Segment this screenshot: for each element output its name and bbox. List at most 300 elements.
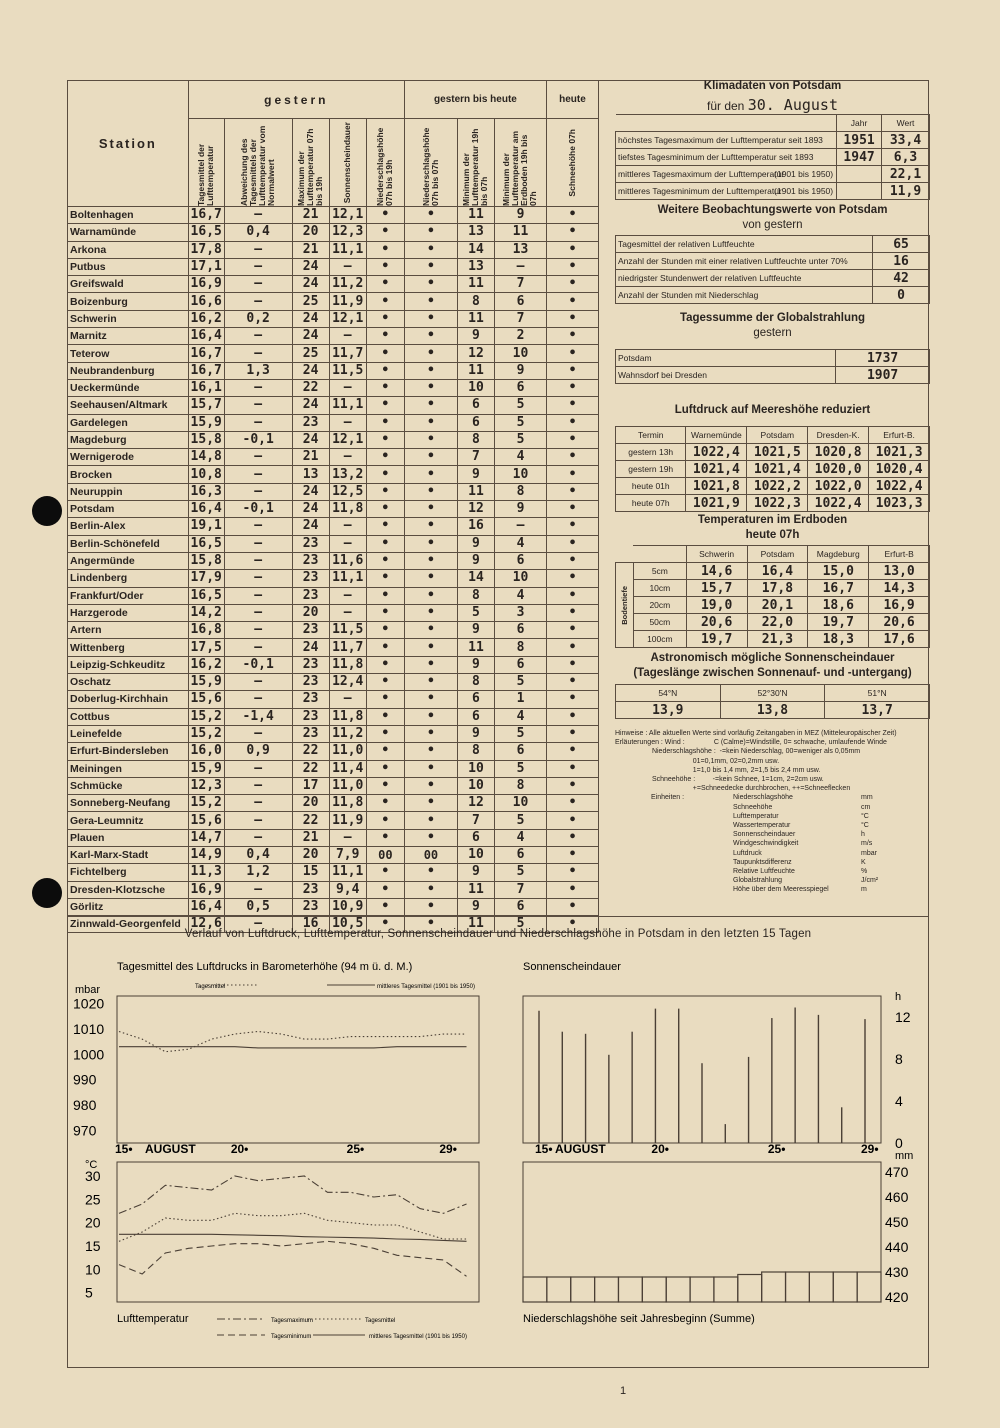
luftdruck-value: 1021,9 [686, 495, 747, 512]
station-value: 0,9 [224, 743, 292, 760]
station-value: 4 [495, 535, 547, 552]
station-value: 14,8 [188, 449, 224, 466]
luftdruck-header: Potsdam [747, 427, 808, 444]
station-row [68, 328, 599, 345]
station-name: Leipzig-Schkeuditz [68, 656, 189, 673]
station-value: 16,5 [188, 587, 224, 604]
station-value: — [224, 812, 292, 829]
station-value: 6 [457, 397, 494, 414]
station-row [68, 795, 599, 812]
column-header [404, 119, 457, 207]
precip-bar [714, 1277, 738, 1302]
station-name: Arkona [68, 241, 189, 258]
pressure-xtick: 15• [115, 1142, 133, 1156]
station-value: 15,9 [188, 414, 224, 431]
station-value: 11,4 [329, 760, 366, 777]
station-name: Putbus [68, 258, 189, 275]
station-value: • [366, 795, 404, 812]
station-value: 16,7 [188, 345, 224, 362]
station-value: 19,1 [188, 518, 224, 535]
pressure-series-tagesmittel [119, 1031, 467, 1051]
erdboden-value: 14,6 [686, 563, 747, 580]
station-value: — [224, 379, 292, 396]
station-value: 10 [495, 570, 547, 587]
astro-value: 13,9 [616, 702, 721, 719]
unit-quantity: Wassertemperatur [733, 822, 791, 830]
station-row [68, 674, 599, 691]
pressure-ytick: 990 [73, 1071, 97, 1088]
temp-chart-title: Lufttemperatur [117, 1313, 189, 1325]
station-value: • [404, 760, 457, 777]
precip-ytick: 460 [885, 1189, 909, 1205]
charts-svg [67, 950, 929, 1350]
station-value: • [366, 535, 404, 552]
unit-symbol: cm [861, 803, 871, 811]
station-value: — [329, 604, 366, 621]
station-value: 25 [292, 293, 329, 310]
astro-header: 52°30'N [720, 685, 825, 702]
erdboden-value: 17,6 [869, 631, 930, 648]
station-row [68, 604, 599, 621]
temp-ytick: 15 [85, 1238, 101, 1254]
station-name: Doberlug-Kirchhain [68, 691, 189, 708]
luftdruck-title: Luftdruck auf Meereshöhe reduziert [674, 404, 871, 416]
station-value: • [404, 552, 457, 569]
station-row [68, 570, 599, 587]
klima-row [616, 132, 930, 149]
station-value: 23 [292, 881, 329, 898]
temp-ytick: 5 [85, 1284, 93, 1301]
station-value: • [546, 483, 598, 500]
station-value: 7 [495, 276, 547, 293]
column-header [188, 119, 224, 207]
station-value: 24 [292, 328, 329, 345]
global-row [616, 350, 930, 367]
weitere-row [616, 236, 930, 253]
station-name: Frankfurt/Oder [68, 587, 189, 604]
erdboden-value: 17,8 [747, 580, 808, 597]
luftdruck-row [616, 461, 930, 478]
station-value: 9 [457, 535, 494, 552]
station-value: — [224, 691, 292, 708]
station-value: 5 [495, 864, 547, 881]
station-value: 15,6 [188, 691, 224, 708]
station-row [68, 622, 599, 639]
pressure-xtick: 25• [346, 1142, 365, 1156]
column-header [457, 119, 494, 207]
klima-value: 6,3 [882, 149, 930, 166]
pressure-ytick: 1020 [73, 995, 105, 1012]
pressure-legend-1: Tagesmittel [195, 984, 226, 990]
station-value: • [404, 207, 457, 224]
station-name: Ueckermünde [68, 379, 189, 396]
station-value: 24 [292, 639, 329, 656]
station-value: • [546, 293, 598, 310]
unit-symbol: mm [861, 794, 873, 802]
temp-series-normal [119, 1234, 467, 1241]
station-value: • [366, 725, 404, 742]
station-row [68, 864, 599, 881]
station-value: 11 [457, 362, 494, 379]
erdboden-value: 16,7 [808, 580, 869, 597]
station-value: 6 [495, 656, 547, 673]
station-value: • [546, 535, 598, 552]
klima-year: 1947 [837, 149, 882, 166]
station-value: • [404, 414, 457, 431]
station-value: • [546, 414, 598, 431]
unit-line [733, 830, 930, 839]
station-name: Karl-Marx-Stadt [68, 846, 189, 863]
unit-quantity: Lufttemperatur [733, 812, 779, 820]
luftdruck-value: 1021,8 [686, 478, 747, 495]
station-value: — [224, 570, 292, 587]
station-value: • [404, 708, 457, 725]
station-value: 16,5 [188, 535, 224, 552]
station-value: • [546, 345, 598, 362]
station-name: Magdeburg [68, 431, 189, 448]
station-value: • [404, 293, 457, 310]
station-value: 10 [495, 795, 547, 812]
luftdruck-value: 1020,0 [808, 461, 869, 478]
temp-ytick: 20 [85, 1214, 101, 1231]
station-value: — [224, 328, 292, 345]
erdboden-value: 13,0 [869, 563, 930, 580]
station-value: • [404, 379, 457, 396]
station-value: 12,1 [329, 431, 366, 448]
station-value: 11,7 [329, 639, 366, 656]
station-value: 16,2 [188, 656, 224, 673]
station-value: • [366, 604, 404, 621]
weitere-subtitle: von gestern [742, 219, 803, 231]
station-name: Schwerin [68, 310, 189, 327]
sunshine-ytick: 12 [895, 1009, 911, 1025]
station-value: — [495, 518, 547, 535]
station-row [68, 846, 599, 863]
column-header-label: Niederschlagshöhe 07h bis 07h [420, 127, 440, 206]
unit-line [733, 793, 930, 802]
station-value: 11,1 [329, 397, 366, 414]
station-value: 10,9 [329, 898, 366, 915]
station-value: • [366, 379, 404, 396]
column-header-label: Tagesmittel der Lufttemperatur [196, 143, 216, 206]
station-name: Erfurt-Bindersleben [68, 743, 189, 760]
weitere-label: Anzahl der Stunden mit Niederschlag [616, 287, 873, 304]
station-value: • [404, 829, 457, 846]
erdboden-depth: 50cm [633, 614, 686, 631]
unit-symbol: °C [861, 812, 869, 820]
luftdruck-value: 1020,8 [808, 444, 869, 461]
station-value: • [546, 587, 598, 604]
station-value: 8 [495, 483, 547, 500]
station-value: • [546, 224, 598, 241]
station-value: 5 [495, 414, 547, 431]
station-value: 16 [457, 518, 494, 535]
erdboden-value: 16,9 [869, 597, 930, 614]
weitere-value: 65 [873, 236, 930, 253]
note-line: +=Schneedecke durchbrochen, ++=Schneeflecken [615, 785, 851, 793]
station-value: 11,5 [329, 362, 366, 379]
station-value: 15,8 [188, 431, 224, 448]
station-value: 6 [495, 743, 547, 760]
station-name: Meiningen [68, 760, 189, 777]
station-name: Oschatz [68, 674, 189, 691]
erdboden-title: Temperaturen im Erdboden [697, 514, 848, 526]
station-value: 25 [292, 345, 329, 362]
station-value: 24 [292, 362, 329, 379]
station-value: 24 [292, 397, 329, 414]
station-value: 8 [457, 674, 494, 691]
precip-bar [642, 1277, 666, 1302]
station-value: 15,9 [188, 674, 224, 691]
station-value: — [329, 379, 366, 396]
weitere-value: 16 [873, 253, 930, 270]
pressure-chart-frame [117, 996, 479, 1143]
station-value: • [404, 570, 457, 587]
station-value: 16,5 [188, 224, 224, 241]
station-value: 7 [457, 812, 494, 829]
station-value: — [224, 795, 292, 812]
station-value: — [224, 916, 292, 933]
station-value: 12,3 [188, 777, 224, 794]
station-value: 6 [495, 552, 547, 569]
station-value: 9,4 [329, 881, 366, 898]
klima-year [837, 166, 882, 183]
header-gestern-bis-heute: gestern bis heute [404, 81, 546, 119]
erdboden-value: 15,0 [808, 563, 869, 580]
station-value: • [546, 379, 598, 396]
station-value: 15 [292, 864, 329, 881]
station-value: 00 [366, 846, 404, 863]
sunshine-xtick: 20• [651, 1142, 669, 1156]
station-value: • [404, 622, 457, 639]
station-value: • [366, 276, 404, 293]
station-value: 20 [292, 846, 329, 863]
precip-bar [547, 1277, 571, 1302]
klima-value: 33,4 [882, 132, 930, 149]
station-value: — [224, 587, 292, 604]
note-line: 1=1,0 bis 1,4 mm, 2=1,5 bis 2,4 mm usw. [615, 766, 821, 774]
luftdruck-header: Erfurt-B. [869, 427, 930, 444]
station-value: 24 [292, 258, 329, 275]
station-value: • [404, 345, 457, 362]
sunshine-ytick: 4 [895, 1093, 903, 1109]
pressure-xlabel: AUGUST [145, 1142, 196, 1156]
klima-table [615, 114, 930, 200]
station-value: • [404, 431, 457, 448]
station-value: 23 [292, 674, 329, 691]
unit-line [733, 839, 930, 848]
station-value: • [404, 276, 457, 293]
station-name: Cottbus [68, 708, 189, 725]
station-value: • [366, 362, 404, 379]
station-value: 12,3 [329, 224, 366, 241]
unit-line [733, 849, 930, 858]
station-row [68, 258, 599, 275]
station-value: 24 [292, 431, 329, 448]
station-value: 22 [292, 379, 329, 396]
station-row [68, 414, 599, 431]
unit-symbol: h [861, 831, 865, 839]
station-value: — [224, 449, 292, 466]
unit-quantity: Globalstrahlung [733, 877, 783, 885]
station-value: 11,9 [329, 293, 366, 310]
station-value: — [224, 535, 292, 552]
klima-date: 30. August [747, 96, 838, 114]
station-value: 11,6 [329, 552, 366, 569]
station-value: 5 [495, 431, 547, 448]
precip-bar [595, 1277, 619, 1302]
sunshine-ytick: 0 [895, 1135, 903, 1151]
station-value: — [224, 345, 292, 362]
station-value: 11,1 [329, 570, 366, 587]
station-value: 9 [495, 501, 547, 518]
erdboden-row [616, 597, 930, 614]
station-value: — [329, 691, 366, 708]
station-value: • [546, 639, 598, 656]
station-value: 00 [404, 846, 457, 863]
temp-legend-4: mittleres Tagesmittel (1901 bis 1950) [369, 1334, 467, 1340]
station-row [68, 743, 599, 760]
station-row [68, 362, 599, 379]
erdboden-table [615, 545, 930, 648]
station-row [68, 431, 599, 448]
pressure-legend-2: mittleres Tagesmittel (1901 bis 1950) [377, 984, 475, 990]
luftdruck-value: 1022,4 [686, 444, 747, 461]
station-name: Potsdam [68, 501, 189, 518]
station-row [68, 898, 599, 915]
station-value: • [546, 743, 598, 760]
station-row [68, 276, 599, 293]
station-row [68, 829, 599, 846]
station-row [68, 449, 599, 466]
station-value: 21 [292, 207, 329, 224]
station-value: • [546, 207, 598, 224]
unit-line [733, 821, 930, 830]
column-header-label: Niederschlagshöhe 07h bis 19h [375, 127, 395, 206]
station-value: • [546, 691, 598, 708]
station-value: 23 [292, 552, 329, 569]
klima-label-cell [616, 132, 837, 149]
column-header [224, 119, 292, 207]
sunshine-ylabel: h [895, 991, 902, 1003]
station-value: 6 [457, 829, 494, 846]
station-value: 16,8 [188, 622, 224, 639]
station-value: • [404, 795, 457, 812]
precip-ytick: 430 [885, 1264, 909, 1280]
astro-table [615, 684, 930, 719]
station-value: 9 [457, 622, 494, 639]
astro-value: 13,8 [720, 702, 825, 719]
station-value: • [404, 812, 457, 829]
station-value: — [224, 276, 292, 293]
unit-symbol: mbar [861, 849, 877, 857]
station-value: 5 [495, 725, 547, 742]
luftdruck-value: 1022,3 [747, 495, 808, 512]
column-header-label: Minimum der Lufttemperatur am Erdboden 19h bis 07h [501, 130, 539, 206]
station-value: • [366, 916, 404, 933]
station-value: 17,5 [188, 639, 224, 656]
station-value: 23 [292, 622, 329, 639]
notes-einheiten-label: Einheiten : [651, 794, 685, 802]
luftdruck-value: 1022,0 [808, 478, 869, 495]
precip-bar [618, 1277, 642, 1302]
luftdruck-row [616, 495, 930, 512]
station-value: • [546, 846, 598, 863]
station-value: — [329, 258, 366, 275]
station-value: 14 [457, 570, 494, 587]
station-value: 12,1 [329, 207, 366, 224]
station-value: • [546, 622, 598, 639]
weitere-label: Tagesmittel der relativen Luftfeuchte [616, 236, 873, 253]
pressure-ytick: 980 [73, 1096, 97, 1113]
station-value: 8 [457, 431, 494, 448]
erdboden-value: 21,3 [747, 631, 808, 648]
station-value: 17,1 [188, 258, 224, 275]
station-value: • [366, 691, 404, 708]
station-value: — [224, 881, 292, 898]
station-value: • [546, 864, 598, 881]
station-value: 7 [495, 881, 547, 898]
station-value: 16,7 [188, 362, 224, 379]
station-value: 23 [292, 691, 329, 708]
precip-chart-frame [523, 1162, 881, 1302]
station-value: • [404, 656, 457, 673]
station-row [68, 552, 599, 569]
station-name: Boltenhagen [68, 207, 189, 224]
astro-header: 51°N [825, 685, 930, 702]
pressure-xtick: 20• [230, 1142, 249, 1156]
station-value: • [404, 258, 457, 275]
station-value: 12 [457, 501, 494, 518]
station-value: 6 [495, 293, 547, 310]
station-value: — [329, 587, 366, 604]
global-label: Potsdam [616, 350, 836, 367]
station-name: Neubrandenburg [68, 362, 189, 379]
erdboden-row [616, 614, 930, 631]
station-value: — [224, 207, 292, 224]
column-header [546, 119, 598, 207]
station-value: — [329, 829, 366, 846]
station-value: — [224, 674, 292, 691]
station-value: • [366, 570, 404, 587]
station-row [68, 518, 599, 535]
unit-symbol: K [861, 858, 866, 866]
precip-bar [690, 1277, 714, 1302]
luftdruck-value: 1022,4 [808, 495, 869, 512]
weitere-table [615, 235, 930, 304]
station-value: • [404, 743, 457, 760]
klima-label: mittleres Tagesminimum der Lufttemperatur [618, 186, 782, 196]
unit-quantity: Relative Luftfeuchte [733, 868, 795, 876]
weitere-value: 42 [873, 270, 930, 287]
station-value: • [546, 881, 598, 898]
station-value: 13 [495, 241, 547, 258]
station-value: 1 [495, 691, 547, 708]
sunshine-xtick: 25• [767, 1142, 786, 1156]
station-value: 15,7 [188, 397, 224, 414]
station-value: 10,8 [188, 466, 224, 483]
station-value: • [404, 241, 457, 258]
luftdruck-termin: gestern 13h [616, 444, 686, 461]
station-row [68, 587, 599, 604]
erdboden-header: Potsdam [747, 546, 808, 563]
klima-title: Klimadaten von Potsdam [703, 80, 842, 92]
erdboden-value: 15,7 [686, 580, 747, 597]
erdboden-value: 18,6 [808, 597, 869, 614]
station-value: 11,0 [329, 777, 366, 794]
column-header [495, 119, 547, 207]
station-row [68, 656, 599, 673]
